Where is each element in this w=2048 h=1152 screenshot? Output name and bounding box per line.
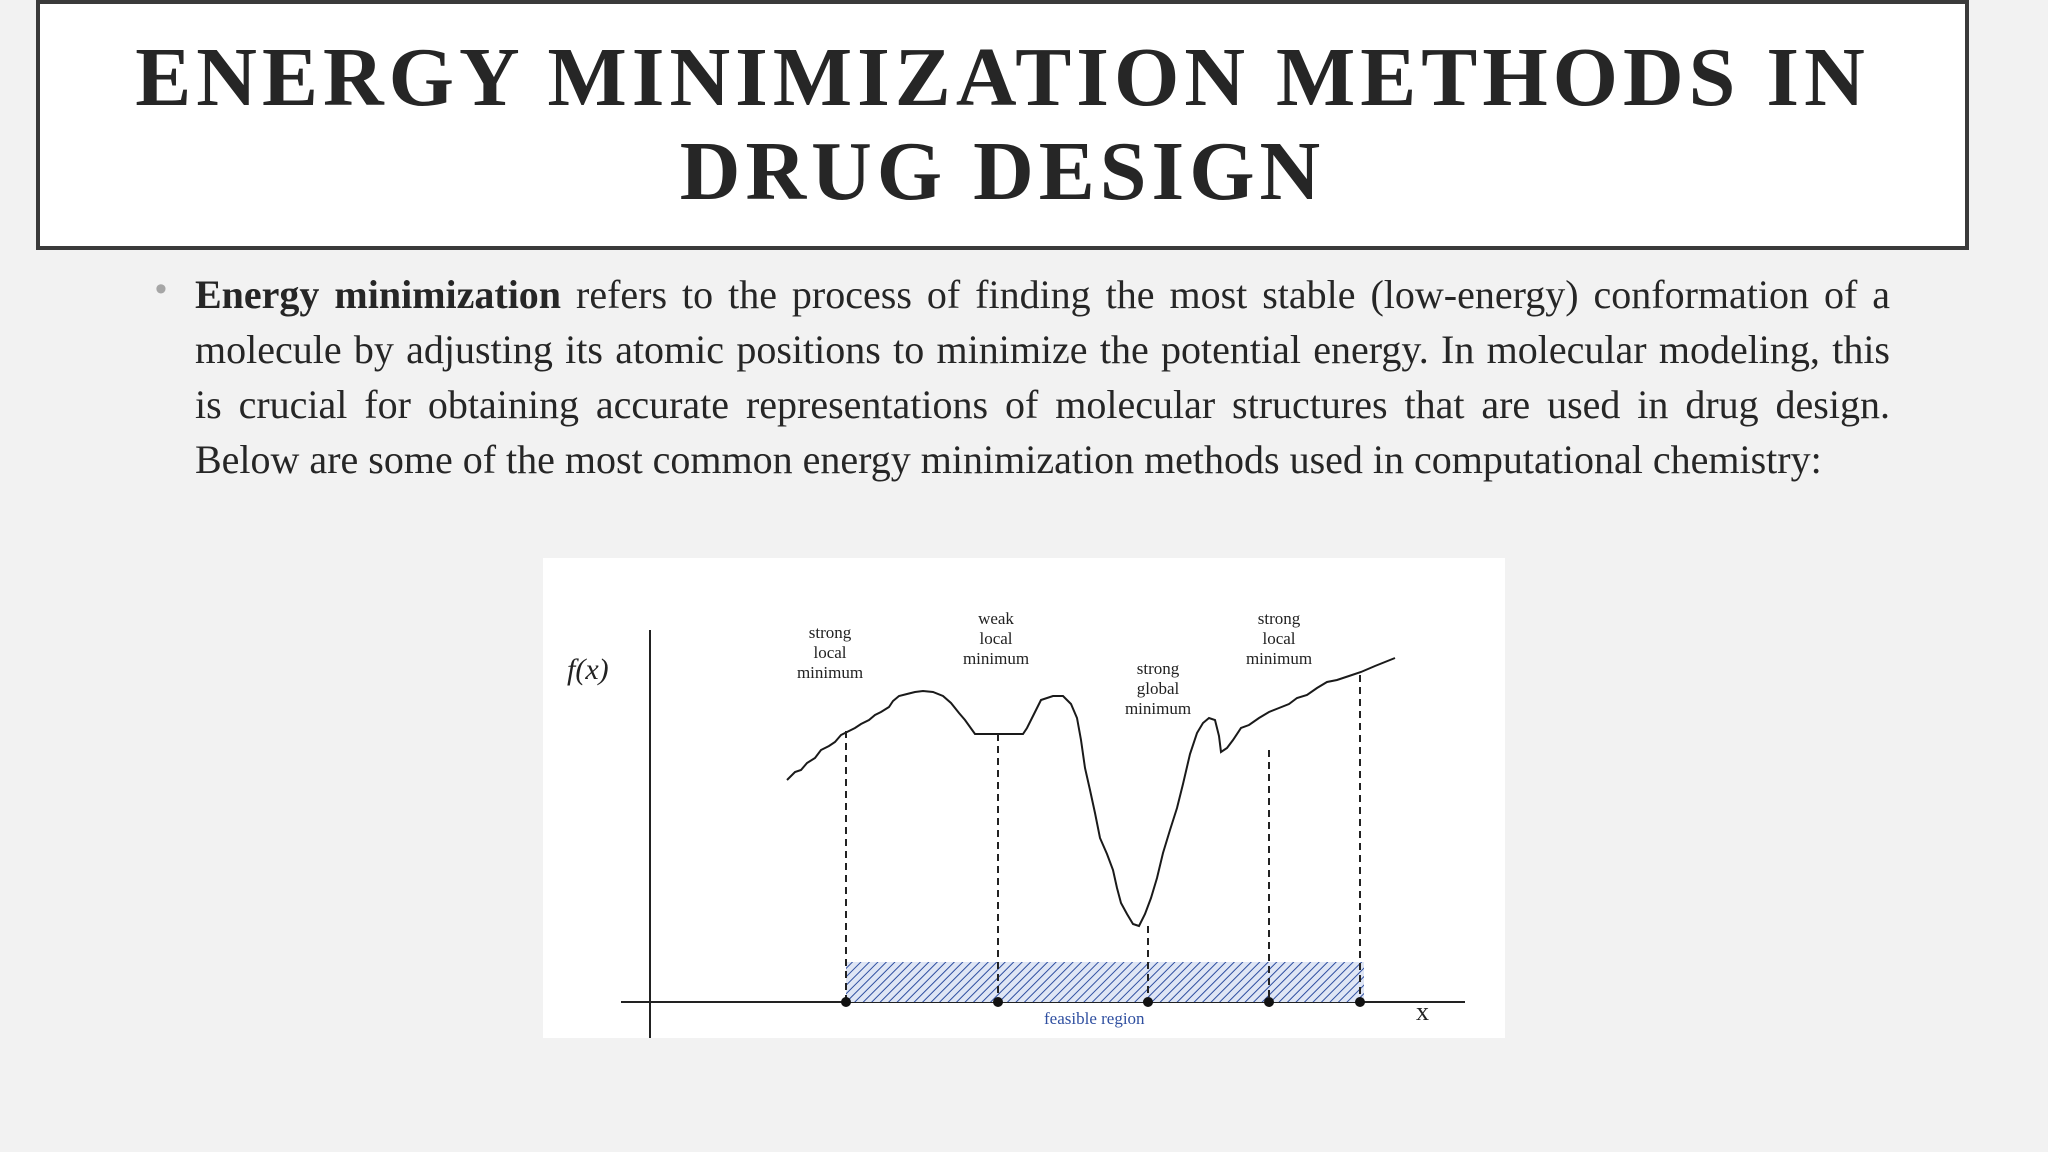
axis-point-1 <box>841 997 851 1007</box>
axis-point-5 <box>1355 997 1365 1007</box>
annotation-3-line-2: global <box>1136 679 1180 698</box>
y-axis-label: f(x) <box>567 653 609 686</box>
annotation-4-line-3: minimum <box>1245 649 1313 668</box>
paragraph-text: refers to the process of finding the most stable (low-energy) conformation of a molecule by adjusting its atomic positions to minimize the potential energy. In molecular modeling, this is crucial for obtaining accurate representations of molecular structures that are used in drug design. Below are some of the most common energy minimization methods used in computational chemistry: <box>195 272 1891 482</box>
axis-point-4 <box>1264 997 1274 1007</box>
slide-title-box <box>36 0 1969 250</box>
annotation-1-line-2: local <box>813 643 847 662</box>
annotation-3-line-3: minimum <box>1124 699 1192 718</box>
bold-term: Energy minimization <box>195 272 562 317</box>
feasible-region-label: feasible region <box>1044 1009 1145 1028</box>
annotation-2-line-3: minimum <box>962 649 1030 668</box>
minimum-diagram <box>543 558 1505 1038</box>
bullet-paragraph <box>195 267 1890 487</box>
feasible-region-hatch <box>846 962 1364 1002</box>
axis-point-2 <box>993 997 1003 1007</box>
annotation-3-line-1: strong <box>1136 659 1180 678</box>
axis-point-3 <box>1143 997 1153 1007</box>
annotation-1-line-3: minimum <box>796 663 864 682</box>
slide-title-line-1: ENERGY MINIMIZATION METHODS IN <box>135 31 1870 124</box>
bullet-marker: • <box>155 270 167 308</box>
annotation-4-line-1: strong <box>1257 609 1301 628</box>
annotation-4-line-2: local <box>1262 629 1296 648</box>
minimum-diagram-svg <box>543 558 1505 1038</box>
annotation-1-line-1: strong <box>808 623 852 642</box>
x-axis-label: x <box>1416 997 1429 1026</box>
objective-curve <box>787 658 1395 926</box>
annotation-2-line-2: local <box>979 629 1013 648</box>
slide-title-line-2: DRUG DESIGN <box>679 125 1326 218</box>
annotation-2-line-1: weak <box>978 609 1014 628</box>
